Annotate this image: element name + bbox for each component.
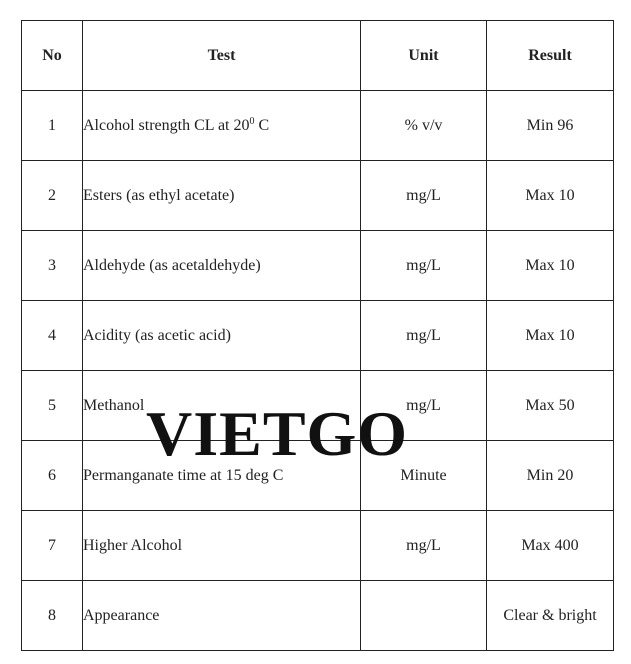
header-unit: Unit (361, 21, 487, 91)
row-unit: mg/L (361, 301, 487, 371)
row-result: Min 20 (487, 441, 614, 511)
row-no: 3 (22, 231, 83, 301)
row-test-suffix: C (254, 116, 270, 134)
table-row (22, 511, 614, 581)
row-no: 7 (22, 511, 83, 581)
row-unit: mg/L (361, 231, 487, 301)
row-result: Min 96 (487, 91, 614, 161)
degree-superscript: 0 (249, 115, 255, 127)
row-no: 6 (22, 441, 83, 511)
header-test: Test (83, 21, 361, 91)
table-row (22, 161, 614, 231)
table-row (22, 91, 614, 161)
header-result: Result (487, 21, 614, 91)
table-row (22, 441, 614, 511)
row-test: Acidity (as acetic acid) (83, 301, 361, 371)
table-row (22, 231, 614, 301)
header-no: No (22, 21, 83, 91)
row-no: 5 (22, 371, 83, 441)
row-result: Max 10 (487, 301, 614, 371)
row-unit: mg/L (361, 161, 487, 231)
row-result: Max 10 (487, 161, 614, 231)
row-result: Max 400 (487, 511, 614, 581)
header-row (22, 21, 614, 91)
row-unit: mg/L (361, 371, 487, 441)
row-no: 1 (22, 91, 83, 161)
row-test: Esters (as ethyl acetate) (83, 161, 361, 231)
row-no: 2 (22, 161, 83, 231)
row-test (83, 91, 361, 161)
row-result: Max 10 (487, 231, 614, 301)
row-test: Higher Alcohol (83, 511, 361, 581)
row-result: Max 50 (487, 371, 614, 441)
row-test: Aldehyde (as acetaldehyde) (83, 231, 361, 301)
row-unit: mg/L (361, 511, 487, 581)
row-no: 8 (22, 581, 83, 651)
row-result: Clear & bright (487, 581, 614, 651)
table-row (22, 581, 614, 651)
table-row (22, 301, 614, 371)
row-unit: Minute (361, 441, 487, 511)
table-row (22, 371, 614, 441)
row-test: Methanol (83, 371, 361, 441)
row-test: Permanganate time at 15 deg C (83, 441, 361, 511)
row-test: Appearance (83, 581, 361, 651)
vietgo-watermark: VIETGO (146, 398, 409, 469)
row-no: 4 (22, 301, 83, 371)
row-unit (361, 581, 487, 651)
row-test-text: Alcohol strength CL at 20 (83, 116, 250, 134)
row-unit: % v/v (361, 91, 487, 161)
spec-table (21, 20, 614, 651)
